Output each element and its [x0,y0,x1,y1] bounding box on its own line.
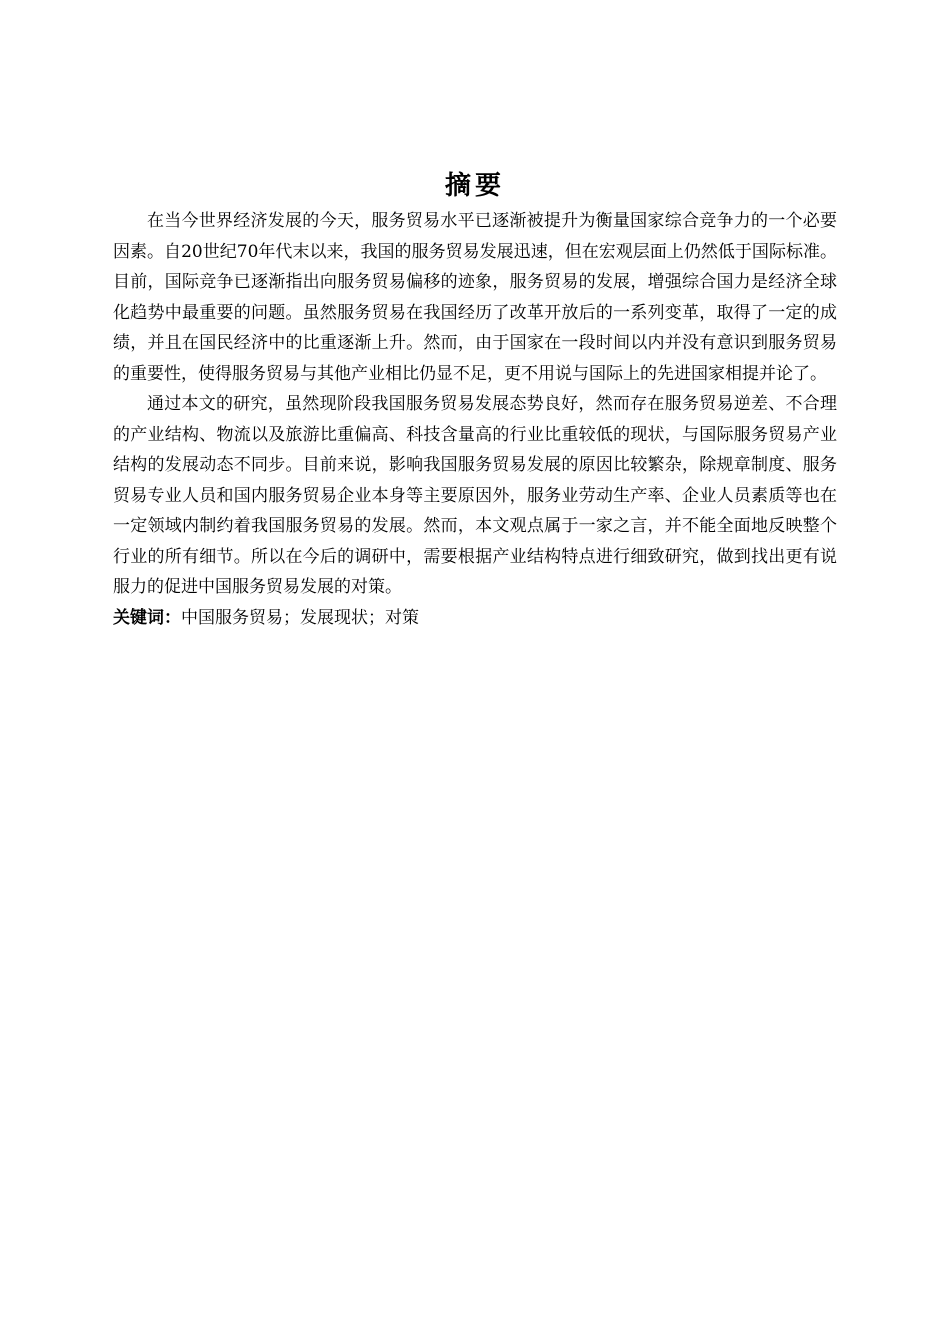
keywords-line [113,603,837,634]
abstract-paragraph-1: 在当今世界经济发展的今天，服务贸易水平已逐渐被提升为衡量国家综合竞争力的一个必要因素。自20世纪70年代末以来，我国的服务贸易发展迅速，但在宏观层面上仍然低于国际标准。目前，国际竞争已逐渐指出向服务贸易偏移的迹象，服务贸易的发展，增强综合国力是经济全球化趋势中最重要的问题。虽然服务贸易在我国经历了改革开放后的一系列变革，取得了一定的成绩，并且在国民经济中的比重逐渐上升。然而，由于国家在一段时间以内并没有意识到服务贸易的重要性，使得服务贸易与其他产业相比仍显不足，更不用说与国际上的先进国家相提并论了。 [113,211,837,384]
abstract-section [113,166,837,633]
keywords-value: 中国服务贸易；发展现状；对策 [181,607,419,628]
abstract-paragraph-2: 通过本文的研究，虽然现阶段我国服务贸易发展态势良好，然而存在服务贸易逆差、不合理的产业结构、物流以及旅游比重偏高、科技含量高的行业比重较低的现状，与国际服务贸易产业结构的发展动态不同步。目前来说，影响我国服务贸易发展的原因比较繁杂，除规章制度、服务贸易专业人员和国内服务贸易企业本身等主要原因外，服务业劳动生产率、企业人员素质等也在一定领域内制约着我国服务贸易的发展。然而，本文观点属于一家之言，并不能全面地反映整个行业的所有细节。所以在今后的调研中，需要根据产业结构特点进行细致研究，做到找出更有说服力的促进中国服务贸易发展的对策。 [113,394,837,597]
keywords-label: 关键词： [113,607,181,628]
abstract-title: 摘要 [444,171,505,201]
